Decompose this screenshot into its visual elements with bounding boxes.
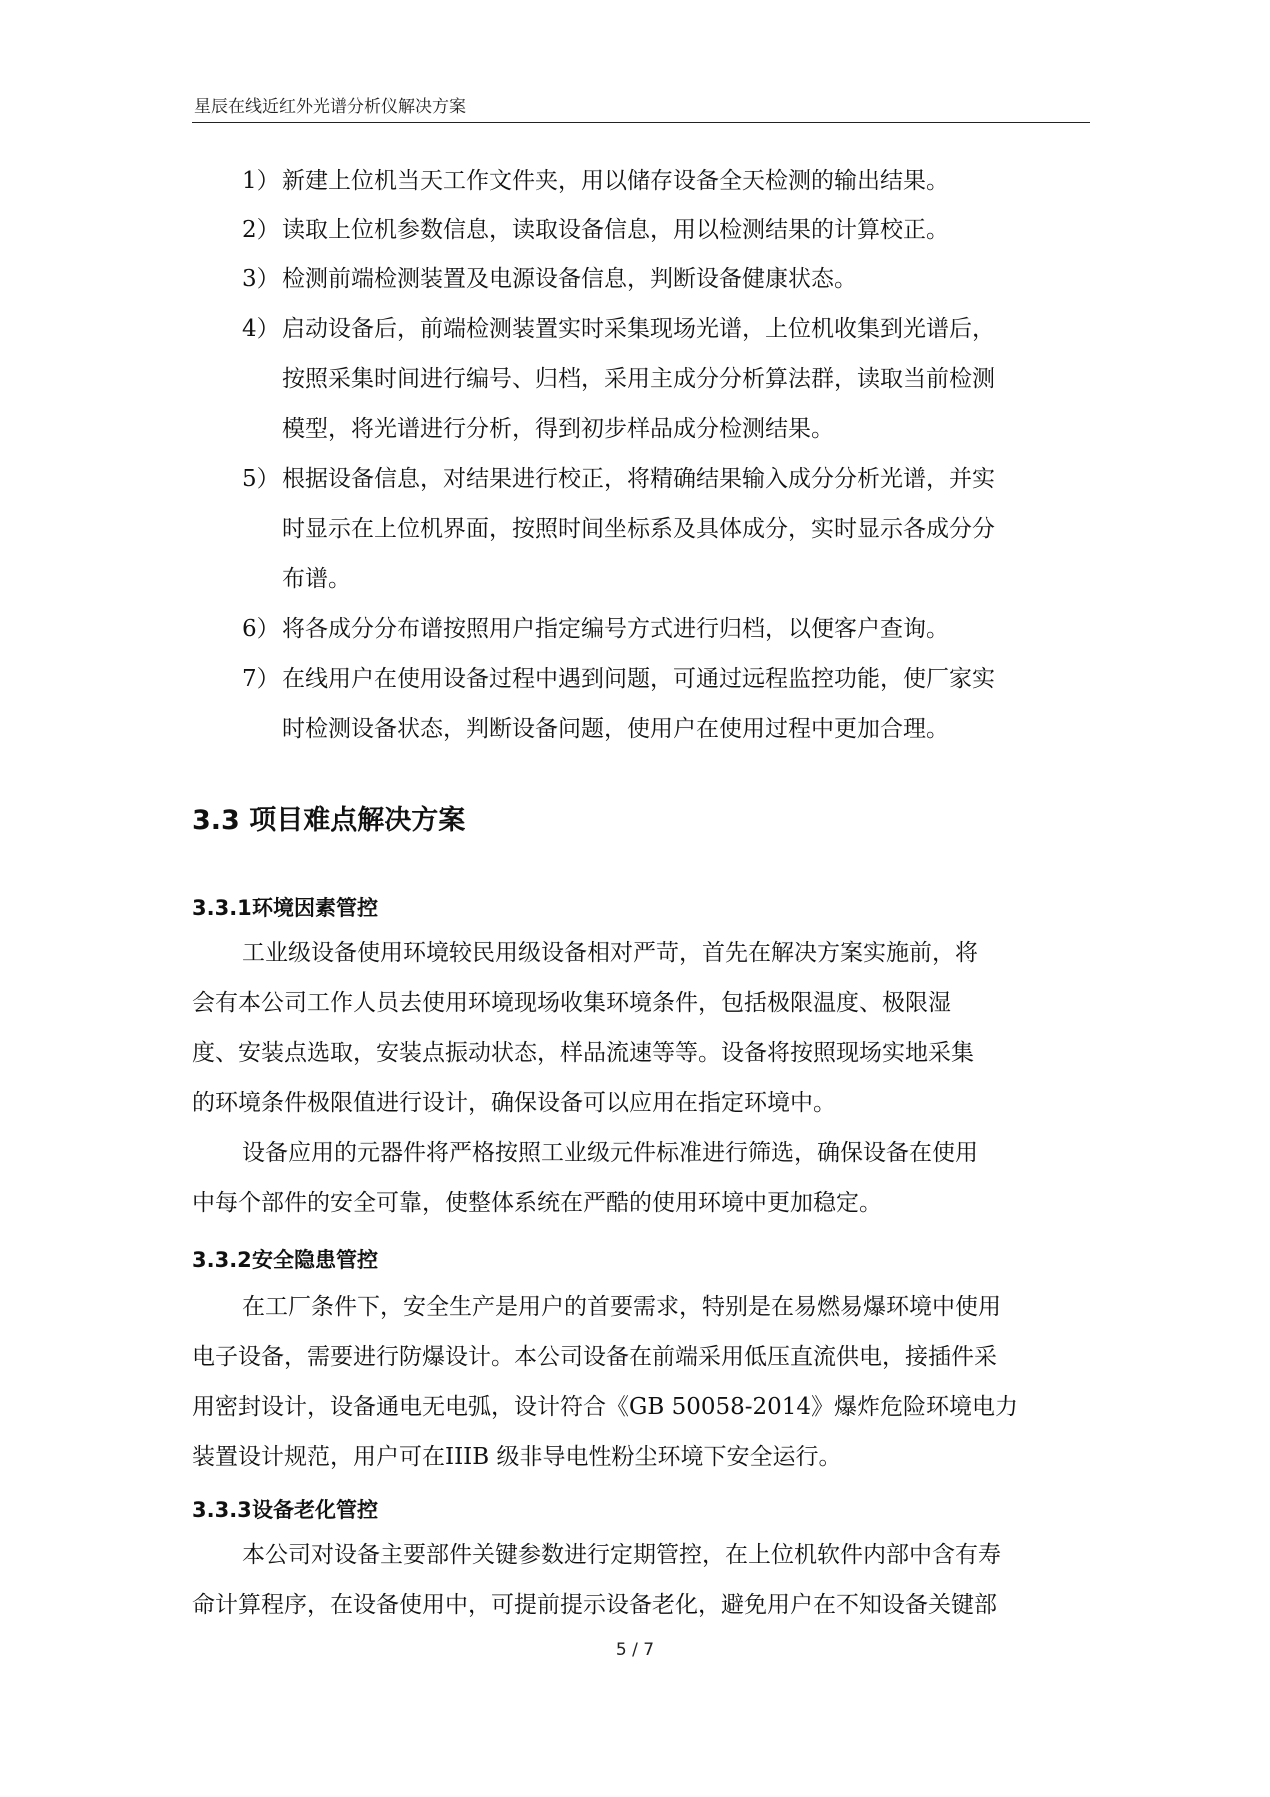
- paragraph-line: 设备应用的元器件将严格按照工业级元件标准进行筛选，确保设备在使用: [242, 1140, 978, 1166]
- paragraph-line: 会有本公司工作人员去使用环境现场收集环境条件，包括极限温度、极限湿: [192, 990, 951, 1016]
- list-text-line: 根据设备信息，对结果进行校正，将精确结果输入成分分析光谱，并实: [282, 466, 995, 492]
- paragraph-line: 在工厂条件下，安全生产是用户的首要需求，特别是在易燃易爆环境中使用: [242, 1294, 1001, 1320]
- paragraph-line: 电子设备，需要进行防爆设计。本公司设备在前端采用低压直流供电，接插件采: [192, 1344, 997, 1370]
- subsection-title: 设备老化管控: [252, 1498, 378, 1522]
- subsection-number: 3.3.2: [192, 1248, 252, 1272]
- header-title: 星辰在线近红外光谱分析仪解决方案: [194, 97, 466, 117]
- subsection-heading: [192, 1244, 378, 1274]
- subsection-title: 环境因素管控: [252, 896, 378, 920]
- paragraph-line: 的环境条件极限值进行设计，确保设备可以应用在指定环境中。: [192, 1090, 836, 1116]
- paragraph-line: 度、安装点选取，安装点振动状态，样品流速等等。设备将按照现场实地采集: [192, 1040, 974, 1066]
- subsection-heading: [192, 892, 378, 922]
- list-number: 2）: [242, 217, 280, 243]
- page-header: [192, 86, 1090, 123]
- list-text-line: 读取上位机参数信息，读取设备信息，用以检测结果的计算校正。: [282, 217, 949, 243]
- paragraph-line: 用密封设计，设备通电无电弧，设计符合《GB 50058-2014》爆炸危险环境电力: [192, 1394, 1019, 1420]
- paragraph-line: 命计算程序，在设备使用中，可提前提示设备老化，避免用户在不知设备关键部: [192, 1592, 997, 1618]
- paragraph-line: 本公司对设备主要部件关键参数进行定期管控，在上位机软件内部中含有寿: [242, 1542, 1001, 1568]
- list-text-line: 检测前端检测装置及电源设备信息，判断设备健康状态。: [282, 266, 857, 292]
- section-heading: 3.3 项目难点解决方案: [192, 805, 466, 836]
- list-text-line: 新建上位机当天工作文件夹，用以储存设备全天检测的输出结果。: [282, 168, 949, 194]
- paragraph-line: 装置设计规范，用户可在IIIB 级非导电性粉尘环境下安全运行。: [192, 1444, 842, 1470]
- list-number: 3）: [242, 266, 280, 292]
- page-number: 5 / 7: [615, 1640, 655, 1660]
- list-text-line: 模型，将光谱进行分析，得到初步样品成分检测结果。: [282, 416, 834, 442]
- subsection-number: 3.3.3: [192, 1498, 252, 1522]
- list-number: 7）: [242, 666, 280, 692]
- list-number: 4）: [242, 316, 280, 342]
- list-text-line: 将各成分分布谱按照用户指定编号方式进行归档，以便客户查询。: [282, 616, 949, 642]
- list-text-line: 时显示在上位机界面，按照时间坐标系及具体成分，实时显示各成分分: [282, 516, 995, 542]
- list-text-line: 布谱。: [282, 566, 351, 592]
- list-text-line: 按照采集时间进行编号、归档，采用主成分分析算法群，读取当前检测: [282, 366, 995, 392]
- list-text-line: 在线用户在使用设备过程中遇到问题，可通过远程监控功能，使厂家实: [282, 666, 995, 692]
- paragraph-line: 中每个部件的安全可靠，使整体系统在严酷的使用环境中更加稳定。: [192, 1190, 882, 1216]
- paragraph-line: 工业级设备使用环境较民用级设备相对严苛，首先在解决方案实施前，将: [242, 940, 978, 966]
- list-number: 1）: [242, 168, 280, 194]
- list-number: 6）: [242, 616, 280, 642]
- subsection-heading: [192, 1494, 378, 1524]
- subsection-number: 3.3.1: [192, 896, 252, 920]
- list-text-line: 启动设备后，前端检测装置实时采集现场光谱，上位机收集到光谱后，: [282, 316, 995, 342]
- list-number: 5）: [242, 466, 280, 492]
- list-text-line: 时检测设备状态，判断设备问题，使用户在使用过程中更加合理。: [282, 716, 949, 742]
- subsection-title: 安全隐患管控: [252, 1248, 378, 1272]
